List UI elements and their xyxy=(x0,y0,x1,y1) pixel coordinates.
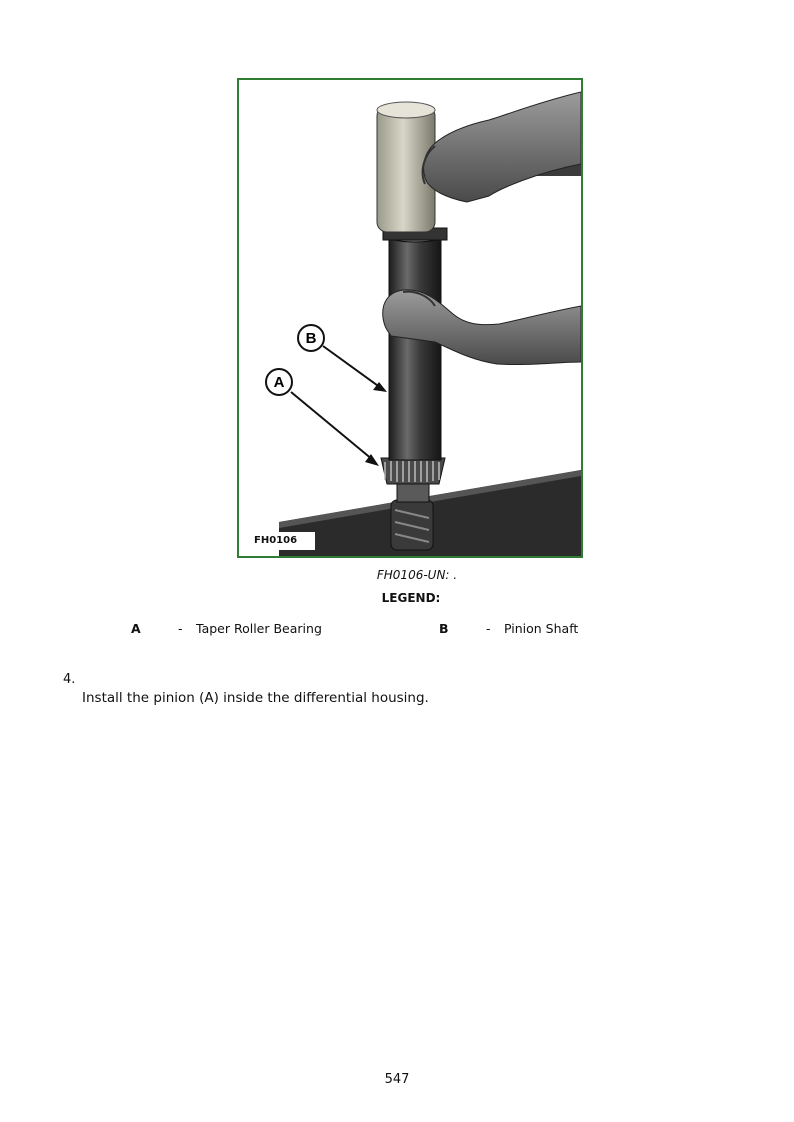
figure-photo xyxy=(237,78,583,558)
hammer-pinion-illustration xyxy=(239,80,581,556)
figure-code-label: FH0106 xyxy=(247,532,315,550)
legend-item-b-text: Pinion Shaft xyxy=(504,621,579,636)
callout-a-label: A xyxy=(273,374,285,391)
page-number: 547 xyxy=(384,1072,410,1087)
legend-item-b-letter: B xyxy=(439,621,449,636)
callout-b xyxy=(298,325,387,392)
legend-item-b-dash: - xyxy=(486,621,491,636)
step-instruction: Install the pinion (A) inside the differential housing. xyxy=(82,690,429,706)
callout-a xyxy=(266,369,379,466)
legend-title: LEGEND: xyxy=(381,591,441,605)
upper-hand xyxy=(423,92,581,202)
legend-item-a-letter: A xyxy=(131,621,141,636)
callout-b-label: B xyxy=(305,330,317,347)
legend-item-a-dash: - xyxy=(178,621,183,636)
pinion-gear xyxy=(391,500,433,550)
pinion-shaft-driver xyxy=(383,228,447,460)
legend-item-a-text: Taper Roller Bearing xyxy=(196,621,322,636)
step-number: 4. xyxy=(63,672,76,687)
figure-caption: FH0106-UN: . xyxy=(376,568,458,582)
